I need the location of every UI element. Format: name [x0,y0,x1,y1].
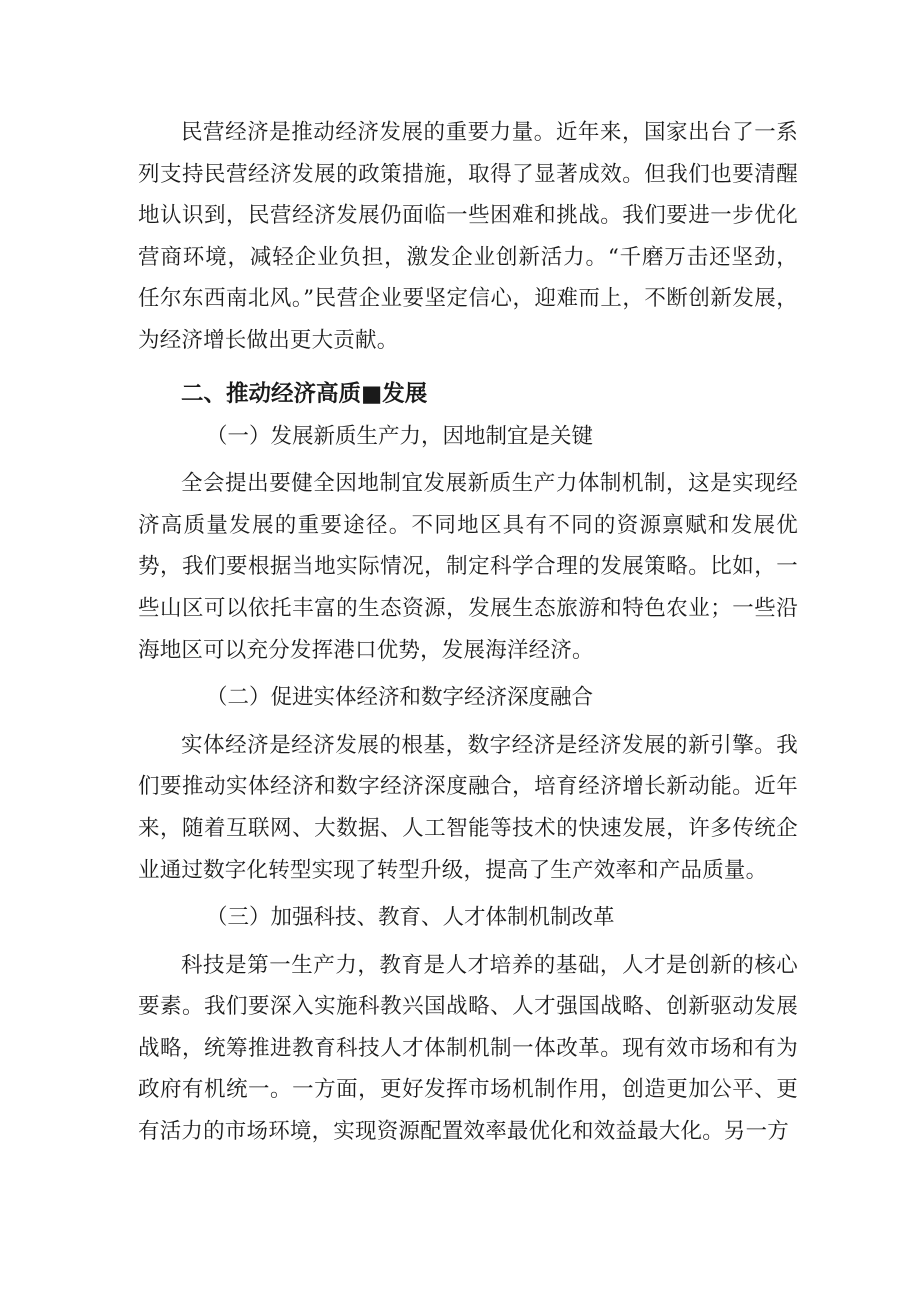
paragraph-subsection-2: 实体经济是经济发展的根基，数字经济是经济发展的新引擎。我们要推动实体经济和数字经济深度融合，培育经济增长新动能。近年来，随着互联网、大数据、人工智能等技术的快速发展，许多传统企业通过数字化转型实现了转型升级，提高了生产效率和产品质量。 [138,732,798,883]
subsection-heading-2: （二）促进实体经济和数字经济深度融合 [206,685,594,711]
subsection-heading-3: （三）加强科技、教育、人才体制机制改革 [206,905,615,931]
paragraph-intro: 民营经济是推动经济发展的重要力量。近年来，国家出台了一系列支持民营经济发展的政策措施，取得了显著成效。但我们也要清醒地认识到，民营经济发展仍面临一些困难和挑战。我们要进一步优化营商环境，减轻企业负担，激发企业创新活力。“千磨万击还坚劲，任尔东西南北风。”民营企业要坚定信心，迎难而上，不断创新发展，为经济增长做出更大贡献。 [138,120,798,353]
section-heading: 二、推动经济高质■发展 [181,380,428,407]
document-page [138,112,798,1153]
subsection-heading-1: （一）发展新质生产力，因地制宜是关键 [206,423,594,449]
paragraph-subsection-3: 科技是第一生产力，教育是人才培养的基础，人才是创新的核心要素。我们要深入实施科教兴国战略、人才强国战略、创新驱动发展战略，统筹推进教育科技人才体制机制一体改革。现有效市场和有为政府有机统一。一方面，更好发挥市场机制作用，创造更加公平、更有活力的市场环境，实现资源配置效率最优化和效益最大化。另一方 [138,952,798,1145]
paragraph-subsection-1: 全会提出要健全因地制宜发展新质生产力体制机制，这是实现经济高质量发展的重要途径。不同地区具有不同的资源禀赋和发展优势，我们要根据当地实际情况，制定科学合理的发展策略。比如，一些山区可以依托丰富的生态资源，发展生态旅游和特色农业；一些沿海地区可以充分发挥港口优势，发展海洋经济。 [138,471,798,663]
